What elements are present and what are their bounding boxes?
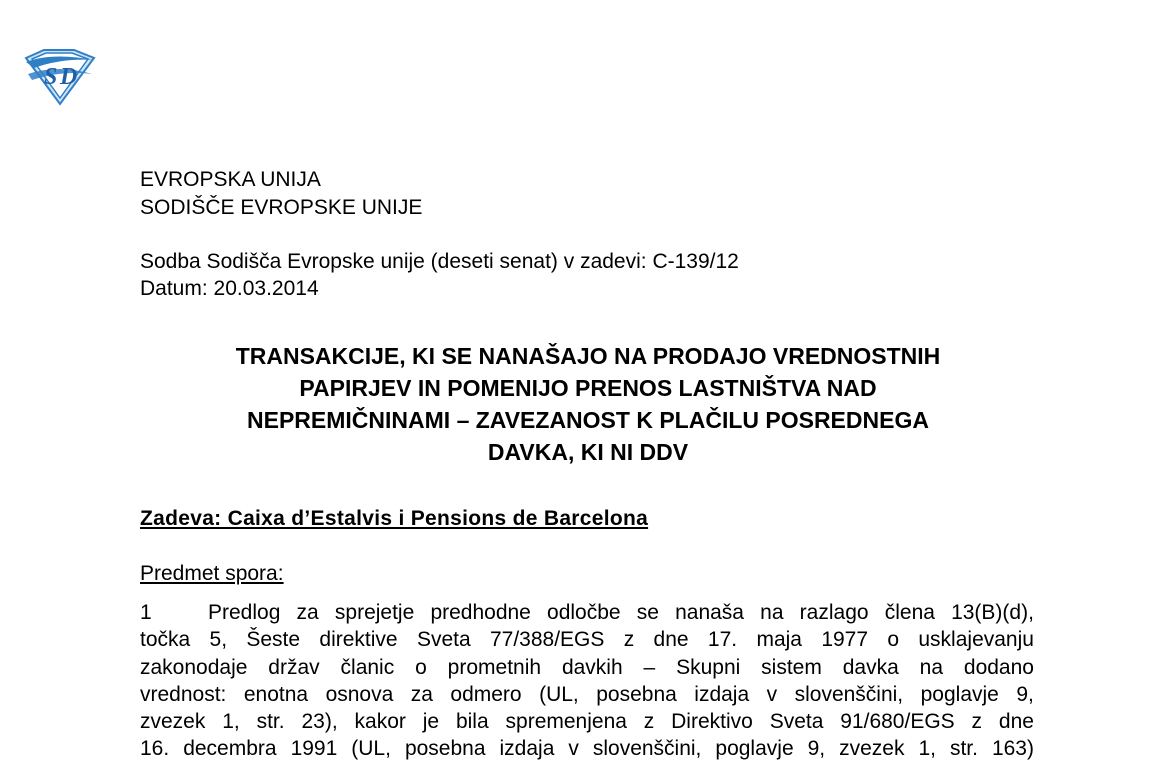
paragraph-word: 91/680/EGS	[840, 710, 955, 734]
paragraph-line	[140, 708, 1034, 735]
paragraph-word: z	[971, 710, 983, 734]
paragraph-word: –	[643, 655, 656, 679]
paragraph-word: posebna	[404, 737, 486, 761]
paragraph-word: Sveta	[769, 710, 824, 734]
paragraph-word: 1977	[821, 628, 869, 652]
paragraph-word: 5,	[209, 628, 228, 652]
paragraph-word: članic	[340, 655, 395, 679]
paragraph-word: kakor	[354, 710, 406, 734]
paragraph-word: odločbe	[547, 601, 621, 624]
paragraph-word: predhodne	[430, 601, 531, 624]
paragraph-word: 77/388/EGS	[489, 628, 605, 652]
paragraph-word: nanaša	[675, 601, 744, 624]
paragraph-number: 1	[140, 601, 152, 624]
paragraph-word: 1,	[918, 737, 936, 761]
paragraph-word: prometnih	[447, 655, 542, 679]
paragraph-word: davkih	[561, 655, 623, 679]
paragraph-word: (UL,	[351, 737, 391, 761]
sd-logo	[22, 48, 96, 106]
subject-heading: Predmet spora:	[140, 562, 284, 585]
paragraph-word: zvezek	[839, 737, 905, 761]
paragraph-word: str.	[949, 737, 978, 761]
svg-text:S: S	[44, 64, 58, 90]
paragraph-word: dne	[998, 710, 1034, 734]
paragraph-line	[140, 626, 1034, 653]
paragraph-word: 16.	[140, 737, 170, 761]
paragraph-word: direktive	[319, 628, 398, 652]
paragraph-line	[140, 654, 1034, 681]
paragraph-word: 163)	[991, 737, 1034, 761]
judgment-reference: Sodba Sodišča Evropske unije (deseti senat) v zadevi: C-139/12	[140, 250, 739, 273]
title-line: DAVKA, KI NI DDV	[487, 439, 689, 465]
paragraph-word: sistem	[761, 655, 822, 679]
title-line: PAPIRJEV IN POMENIJO PRENOS LASTNIŠTVA NAD	[299, 375, 877, 401]
document-title	[140, 340, 1036, 468]
paragraph-word: v	[766, 682, 778, 706]
paragraph-word: decembra	[183, 737, 277, 761]
paragraph-word: se	[636, 601, 659, 624]
paragraph-word: na	[919, 655, 944, 679]
paragraph-word: 9,	[1016, 682, 1034, 706]
paragraph-word: maja	[756, 628, 802, 652]
paragraph-word: poglavje	[715, 737, 794, 761]
paragraph-word: izdaja	[694, 682, 750, 706]
paragraph-word: bila	[455, 710, 489, 734]
paragraph-word: spremenjena	[505, 710, 627, 734]
paragraph-word: razlago	[799, 601, 869, 624]
paragraph-word: Sveta	[416, 628, 471, 652]
judgment-date: Datum: 20.03.2014	[140, 277, 319, 300]
paragraph-word: je	[422, 710, 440, 734]
paragraph-word: osnova	[325, 682, 394, 706]
paragraph-word: 1991	[290, 737, 338, 761]
paragraph-word: slovenščini,	[794, 682, 904, 706]
paragraph-word: zvezek	[140, 710, 206, 734]
paragraph-word: izdaja	[499, 737, 555, 761]
paragraph-word: zakonodaje	[140, 655, 248, 679]
paragraph-word: odmero	[450, 682, 522, 706]
paragraph-word: Šeste	[246, 628, 301, 652]
paragraph-word: držav	[268, 655, 320, 679]
paragraph-word: 1,	[222, 710, 240, 734]
paragraph-word: o	[415, 655, 427, 679]
paragraph-word: vrednost:	[140, 682, 227, 706]
case-heading: Zadeva: Caixa d’Estalvis i Pensions de Barcelona	[140, 507, 649, 530]
paragraph-1	[140, 599, 1034, 763]
paragraph-line	[140, 599, 1034, 626]
paragraph-word: točka	[140, 628, 191, 652]
paragraph-word: z	[643, 710, 655, 734]
paragraph-word: dodano	[963, 655, 1034, 679]
paragraph-word: člena	[884, 601, 935, 624]
paragraph-word: sprejetje	[334, 601, 415, 624]
paragraph-line	[140, 681, 1034, 708]
paragraph-word: dne	[653, 628, 689, 652]
paragraph-word: z	[623, 628, 635, 652]
paragraph-word: 17.	[707, 628, 738, 652]
paragraph-word: 9,	[807, 737, 826, 761]
paragraph-word: poglavje	[920, 682, 999, 706]
paragraph-word: 23),	[301, 710, 338, 734]
paragraph-word: slovenščini,	[592, 737, 702, 761]
paragraph-word: za	[410, 682, 433, 706]
paragraph-word: 13(B)(d),	[951, 601, 1034, 624]
paragraph-word: usklajevanju	[918, 628, 1034, 652]
paragraph-line	[140, 735, 1034, 762]
paragraph-word: v	[568, 737, 579, 761]
court-name: SODIŠČE EVROPSKE UNIJE	[140, 196, 423, 219]
title-line: TRANSAKCIJE, KI SE NANAŠAJO NA PRODAJO VREDNOSTNIH	[235, 343, 941, 369]
title-line: NEPREMIČNINAMI – ZAVEZANOST K PLAČILU POSREDNEGA	[247, 407, 929, 433]
paragraph-word: o	[887, 628, 900, 652]
paragraph-word: za	[296, 601, 319, 624]
paragraph-word: Skupni	[676, 655, 741, 679]
paragraph-word: str.	[256, 710, 285, 734]
paragraph-word: enotna	[243, 682, 309, 706]
paragraph-word: (UL,	[539, 682, 579, 706]
org-name: EVROPSKA UNIJA	[140, 168, 321, 191]
paragraph-word: na	[760, 601, 784, 624]
paragraph-word: posebna	[596, 682, 677, 706]
paragraph-word: Predlog	[208, 601, 281, 624]
svg-text:D: D	[60, 64, 78, 90]
paragraph-line-text	[208, 599, 1034, 626]
paragraph-word: Direktivo	[671, 710, 753, 734]
paragraph-word: davka	[842, 655, 899, 679]
